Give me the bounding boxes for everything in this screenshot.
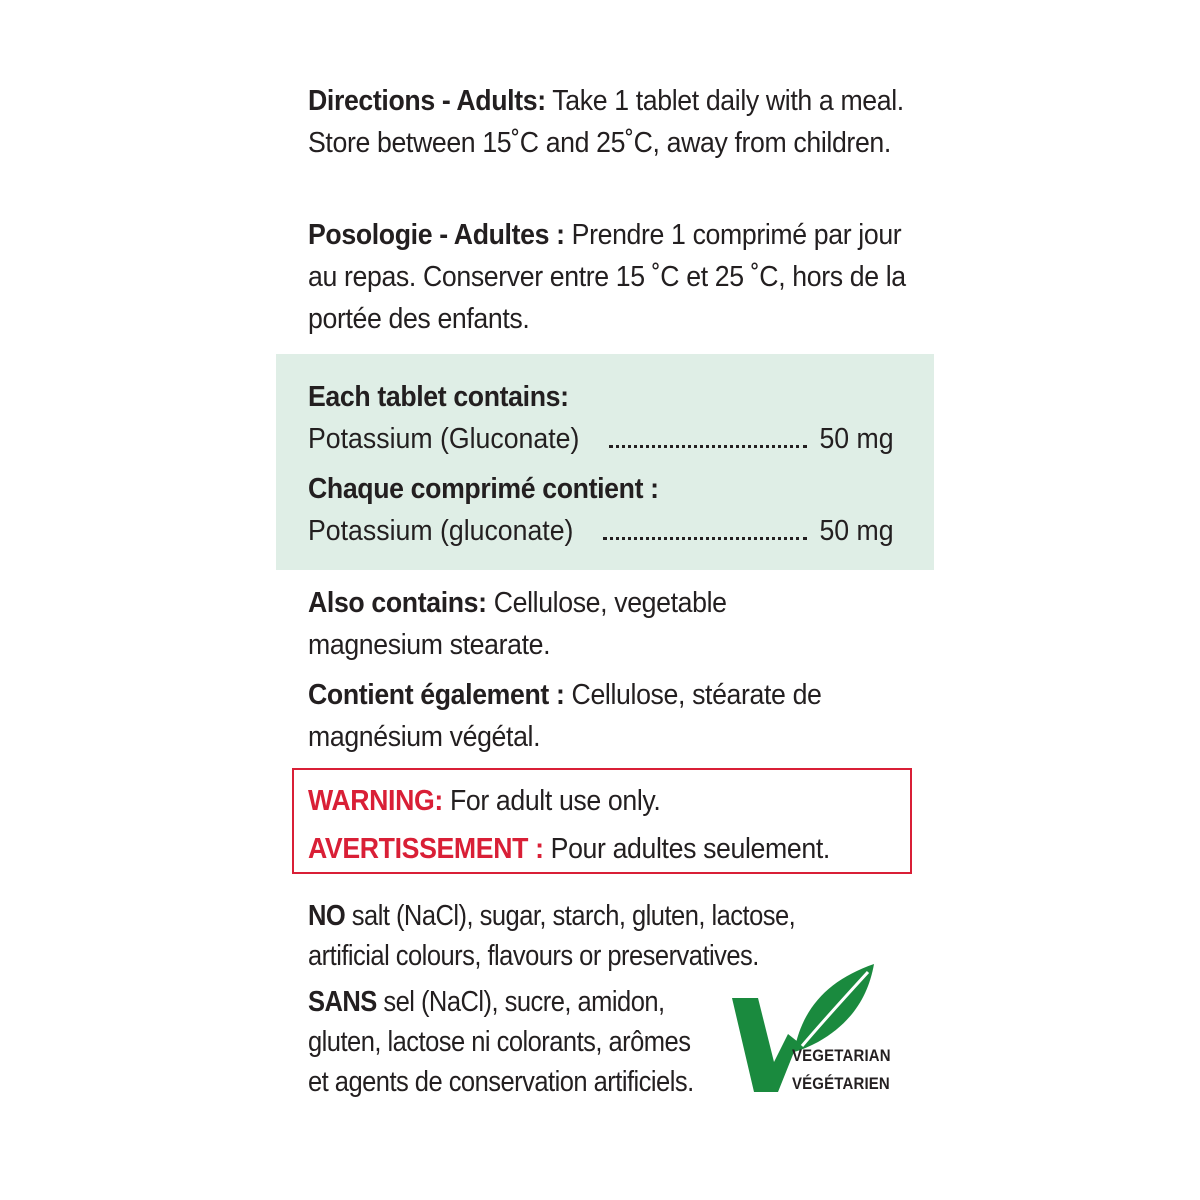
free-from-fr-paragraph xyxy=(308,982,713,1102)
posologie-paragraph xyxy=(308,214,915,340)
posologie-text: Prendre 1 comprimé par jour au repas. Conserver entre 15 ˚C et 25 ˚C, hors de la portée des enfants. xyxy=(308,219,906,335)
free-from-text-en: salt (NaCl), sugar, starch, gluten, lactose, artificial colours, flavours or preservatives. xyxy=(308,900,796,972)
ingredient-row-fr xyxy=(308,510,894,552)
warning-text-en: For adult use only. xyxy=(442,785,661,817)
directions-text: Take 1 tablet daily with a meal. Store between 15˚C and 25˚C, away from children. xyxy=(308,85,904,159)
directions-paragraph xyxy=(308,80,915,164)
vegetarian-label-fr: VÉGÉTARIEN xyxy=(792,1074,890,1093)
also-contains-text: Cellulose, vegetable magnesium stearate. xyxy=(308,587,727,661)
chaque-comprime-heading-text: Chaque comprimé contient : xyxy=(308,473,659,505)
dot-leader xyxy=(603,537,808,540)
ingredient-name-en: Potassium (Gluconate) xyxy=(308,423,580,455)
contient-egalement-text: Cellulose, stéarate de magnésium végétal. xyxy=(308,679,822,753)
vegetarian-label-en: VEGETARIAN xyxy=(792,1046,891,1065)
warning-label-en: WARNING: xyxy=(308,785,443,817)
each-tablet-heading-text: Each tablet contains: xyxy=(308,381,569,413)
free-from-text-fr: sel (NaCl), sucre, amidon, gluten, lactose ni colorants, arômes et agents de conservation artificiels. xyxy=(308,986,694,1098)
directions-heading: Directions - Adults: xyxy=(308,85,546,117)
each-tablet-heading xyxy=(308,376,569,418)
ingredient-amount-en: 50 mg xyxy=(819,423,894,455)
contient-egalement-paragraph xyxy=(308,674,915,758)
also-contains-heading: Also contains: xyxy=(308,587,487,619)
warning-text-fr: Pour adultes seulement. xyxy=(543,833,830,865)
warning-line-fr xyxy=(308,828,830,870)
ingredient-name-fr: Potassium (gluconate) xyxy=(308,515,574,547)
warning-line-en xyxy=(308,780,660,822)
dot-leader xyxy=(609,445,807,448)
contient-egalement-heading: Contient également : xyxy=(308,679,565,711)
also-contains-paragraph xyxy=(308,582,823,666)
chaque-comprime-heading xyxy=(308,468,659,510)
posologie-heading: Posologie - Adultes : xyxy=(308,219,565,251)
free-from-label-en: NO xyxy=(308,900,346,932)
ingredient-amount-fr: 50 mg xyxy=(819,515,894,547)
warning-label-fr: AVERTISSEMENT : xyxy=(308,833,544,865)
ingredient-row-en xyxy=(308,418,894,460)
free-from-label-fr: SANS xyxy=(308,986,377,1018)
